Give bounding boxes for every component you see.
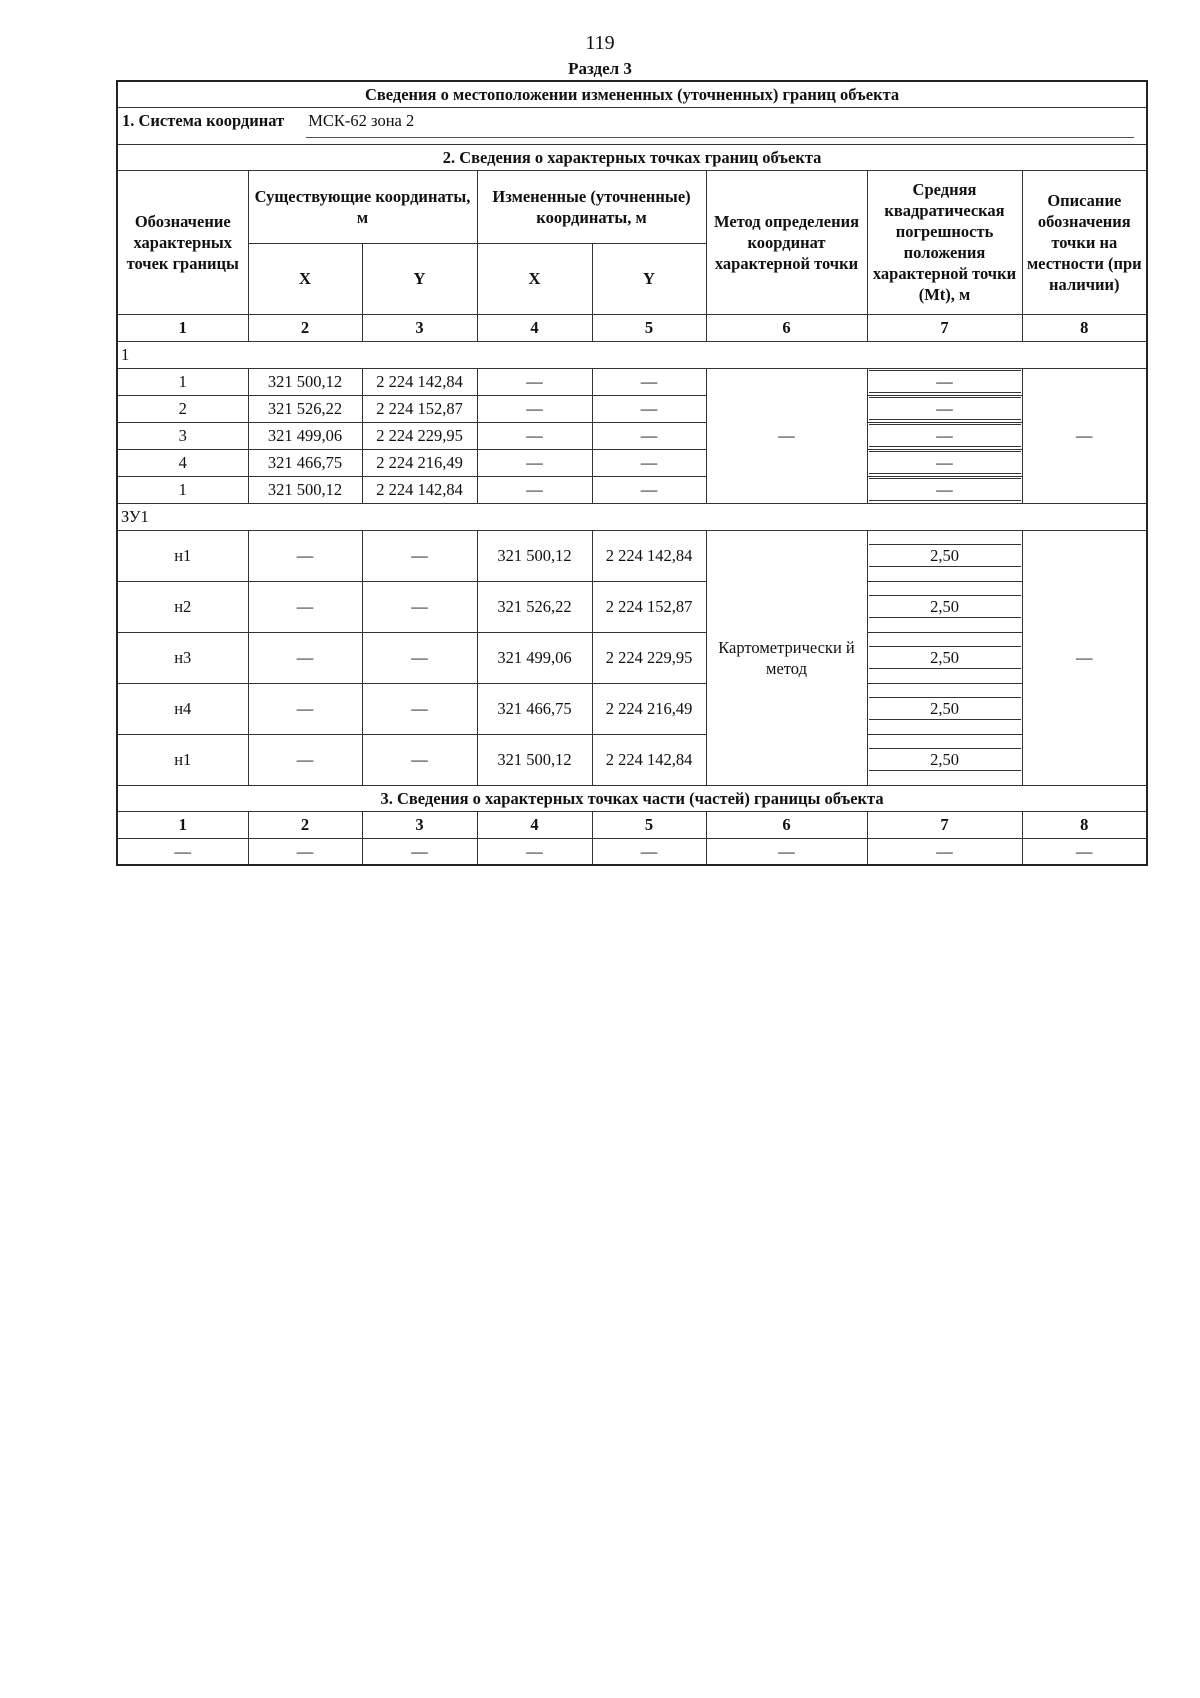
header-existing-x: X: [248, 243, 362, 314]
updated-x-cell: 321 500,12: [477, 530, 592, 581]
updated-y-cell: —: [592, 449, 706, 476]
table-row: [117, 476, 1147, 503]
updated-x-cell: —: [477, 368, 592, 395]
mean-error-cell: [867, 395, 1022, 422]
point-cell: 1: [117, 476, 248, 503]
page-number: 119: [585, 32, 615, 54]
existing-x-cell: 321 526,22: [248, 395, 362, 422]
mean-error-cell: [867, 734, 1022, 785]
col-number: 7: [867, 811, 1022, 838]
updated-x-cell: 321 500,12: [477, 734, 592, 785]
part-cell: —: [592, 838, 706, 865]
header-point-designation: Обозначение характерных точек границы: [117, 170, 248, 314]
header-method: Метод определения координат характерной точки: [706, 170, 867, 314]
updated-x-cell: 321 526,22: [477, 581, 592, 632]
coordinate-system-label: 1. Система координат: [122, 110, 285, 130]
point-cell: 2: [117, 395, 248, 422]
updated-y-cell: 2 224 229,95: [592, 632, 706, 683]
part-cell: —: [477, 838, 592, 865]
col-number: 2: [248, 811, 362, 838]
mean-error-value: 2,50: [869, 595, 1021, 618]
header-mean-error: Средняя квадратическая погрешность положения характерной точки (Mt), м: [867, 170, 1022, 314]
mean-error-value: 2,50: [869, 697, 1021, 720]
existing-y-cell: —: [362, 581, 477, 632]
existing-y-cell: 2 224 229,95: [362, 422, 477, 449]
mean-error-cell: [867, 476, 1022, 503]
header-updated-y: Y: [592, 243, 706, 314]
description-cell: —: [1022, 530, 1147, 785]
group-label: ЗУ1: [117, 503, 1147, 530]
existing-y-cell: —: [362, 683, 477, 734]
existing-y-cell: —: [362, 530, 477, 581]
existing-y-cell: 2 224 142,84: [362, 476, 477, 503]
updated-x-cell: —: [477, 449, 592, 476]
point-cell: н1: [117, 530, 248, 581]
col-number: 3: [362, 314, 477, 341]
mean-error-cell: [867, 449, 1022, 476]
updated-y-cell: —: [592, 368, 706, 395]
mean-error-cell: [867, 632, 1022, 683]
updated-y-cell: 2 224 216,49: [592, 683, 706, 734]
mean-error-cell: [867, 530, 1022, 581]
existing-x-cell: 321 500,12: [248, 368, 362, 395]
table-row: [117, 395, 1147, 422]
part-cell: —: [1022, 838, 1147, 865]
updated-x-cell: 321 466,75: [477, 683, 592, 734]
header-updated-coords: Измененные (уточненные) координаты, м: [477, 170, 706, 243]
col-number: 6: [706, 314, 867, 341]
existing-x-cell: —: [248, 632, 362, 683]
existing-x-cell: —: [248, 530, 362, 581]
updated-x-cell: —: [477, 395, 592, 422]
existing-y-cell: 2 224 216,49: [362, 449, 477, 476]
existing-x-cell: —: [248, 734, 362, 785]
mean-error-cell: [867, 368, 1022, 395]
updated-y-cell: —: [592, 395, 706, 422]
subsection2-title: 2. Сведения о характерных точках границ объекта: [117, 144, 1147, 170]
mean-error-value: 2,50: [869, 646, 1021, 669]
header-description: Описание обозначения точки на местности (при наличии): [1022, 170, 1147, 314]
updated-x-cell: —: [477, 476, 592, 503]
mean-error-cell: [867, 581, 1022, 632]
existing-x-cell: 321 499,06: [248, 422, 362, 449]
point-cell: н4: [117, 683, 248, 734]
table-row: [117, 449, 1147, 476]
col-number: 1: [117, 811, 248, 838]
existing-y-cell: 2 224 142,84: [362, 368, 477, 395]
updated-x-cell: —: [477, 422, 592, 449]
description-cell: —: [1022, 368, 1147, 503]
part-cell: —: [867, 838, 1022, 865]
point-cell: 3: [117, 422, 248, 449]
table-row: [117, 838, 1147, 865]
existing-x-cell: 321 466,75: [248, 449, 362, 476]
coordinate-system-row: [117, 107, 1147, 144]
mean-error-value: —: [869, 397, 1021, 420]
point-cell: н1: [117, 734, 248, 785]
mean-error-value: —: [869, 451, 1021, 474]
updated-y-cell: 2 224 152,87: [592, 581, 706, 632]
col-number: 3: [362, 811, 477, 838]
header-existing-y: Y: [362, 243, 477, 314]
point-cell: 1: [117, 368, 248, 395]
part-cell: —: [706, 838, 867, 865]
mean-error-value: —: [869, 370, 1021, 393]
updated-y-cell: 2 224 142,84: [592, 734, 706, 785]
mean-error-value: 2,50: [869, 544, 1021, 567]
col-number: 5: [592, 811, 706, 838]
table-row: [117, 422, 1147, 449]
mean-error-value: 2,50: [869, 748, 1021, 771]
col-number: 8: [1022, 314, 1147, 341]
table-row: [117, 581, 1147, 632]
coordinate-system-value: МСК-62 зона 2: [306, 110, 1134, 138]
existing-y-cell: —: [362, 734, 477, 785]
subsection3-title: 3. Сведения о характерных точках части (частей) границы объекта: [117, 785, 1147, 811]
part-cell: —: [362, 838, 477, 865]
col-number: 8: [1022, 811, 1147, 838]
part-cell: —: [117, 838, 248, 865]
existing-y-cell: —: [362, 632, 477, 683]
table-row: [117, 683, 1147, 734]
existing-x-cell: —: [248, 683, 362, 734]
table-row: [117, 368, 1147, 395]
header-updated-x: X: [477, 243, 592, 314]
point-cell: н3: [117, 632, 248, 683]
col-number: 5: [592, 314, 706, 341]
method-cell: —: [706, 368, 867, 503]
boundary-table: [116, 80, 1148, 866]
table-row: [117, 530, 1147, 581]
point-cell: 4: [117, 449, 248, 476]
method-cell: Картометрически й метод: [706, 530, 867, 785]
col-number: 4: [477, 314, 592, 341]
col-number: 6: [706, 811, 867, 838]
existing-y-cell: 2 224 152,87: [362, 395, 477, 422]
updated-y-cell: 2 224 142,84: [592, 530, 706, 581]
existing-x-cell: —: [248, 581, 362, 632]
col-number: 1: [117, 314, 248, 341]
mean-error-value: —: [869, 424, 1021, 447]
col-number: 2: [248, 314, 362, 341]
mean-error-cell: [867, 422, 1022, 449]
existing-x-cell: 321 500,12: [248, 476, 362, 503]
header-existing-coords: Существующие координаты, м: [248, 170, 477, 243]
updated-x-cell: 321 499,06: [477, 632, 592, 683]
point-cell: н2: [117, 581, 248, 632]
updated-y-cell: —: [592, 422, 706, 449]
table-row: [117, 734, 1147, 785]
col-number: 7: [867, 314, 1022, 341]
section-title: Раздел 3: [568, 59, 632, 78]
mean-error-cell: [867, 683, 1022, 734]
group-label: 1: [117, 341, 1147, 368]
updated-y-cell: —: [592, 476, 706, 503]
col-number: 4: [477, 811, 592, 838]
table-row: [117, 632, 1147, 683]
part-cell: —: [248, 838, 362, 865]
table-title: Сведения о местоположении измененных (уточненных) границ объекта: [117, 81, 1147, 107]
mean-error-value: —: [869, 478, 1021, 501]
